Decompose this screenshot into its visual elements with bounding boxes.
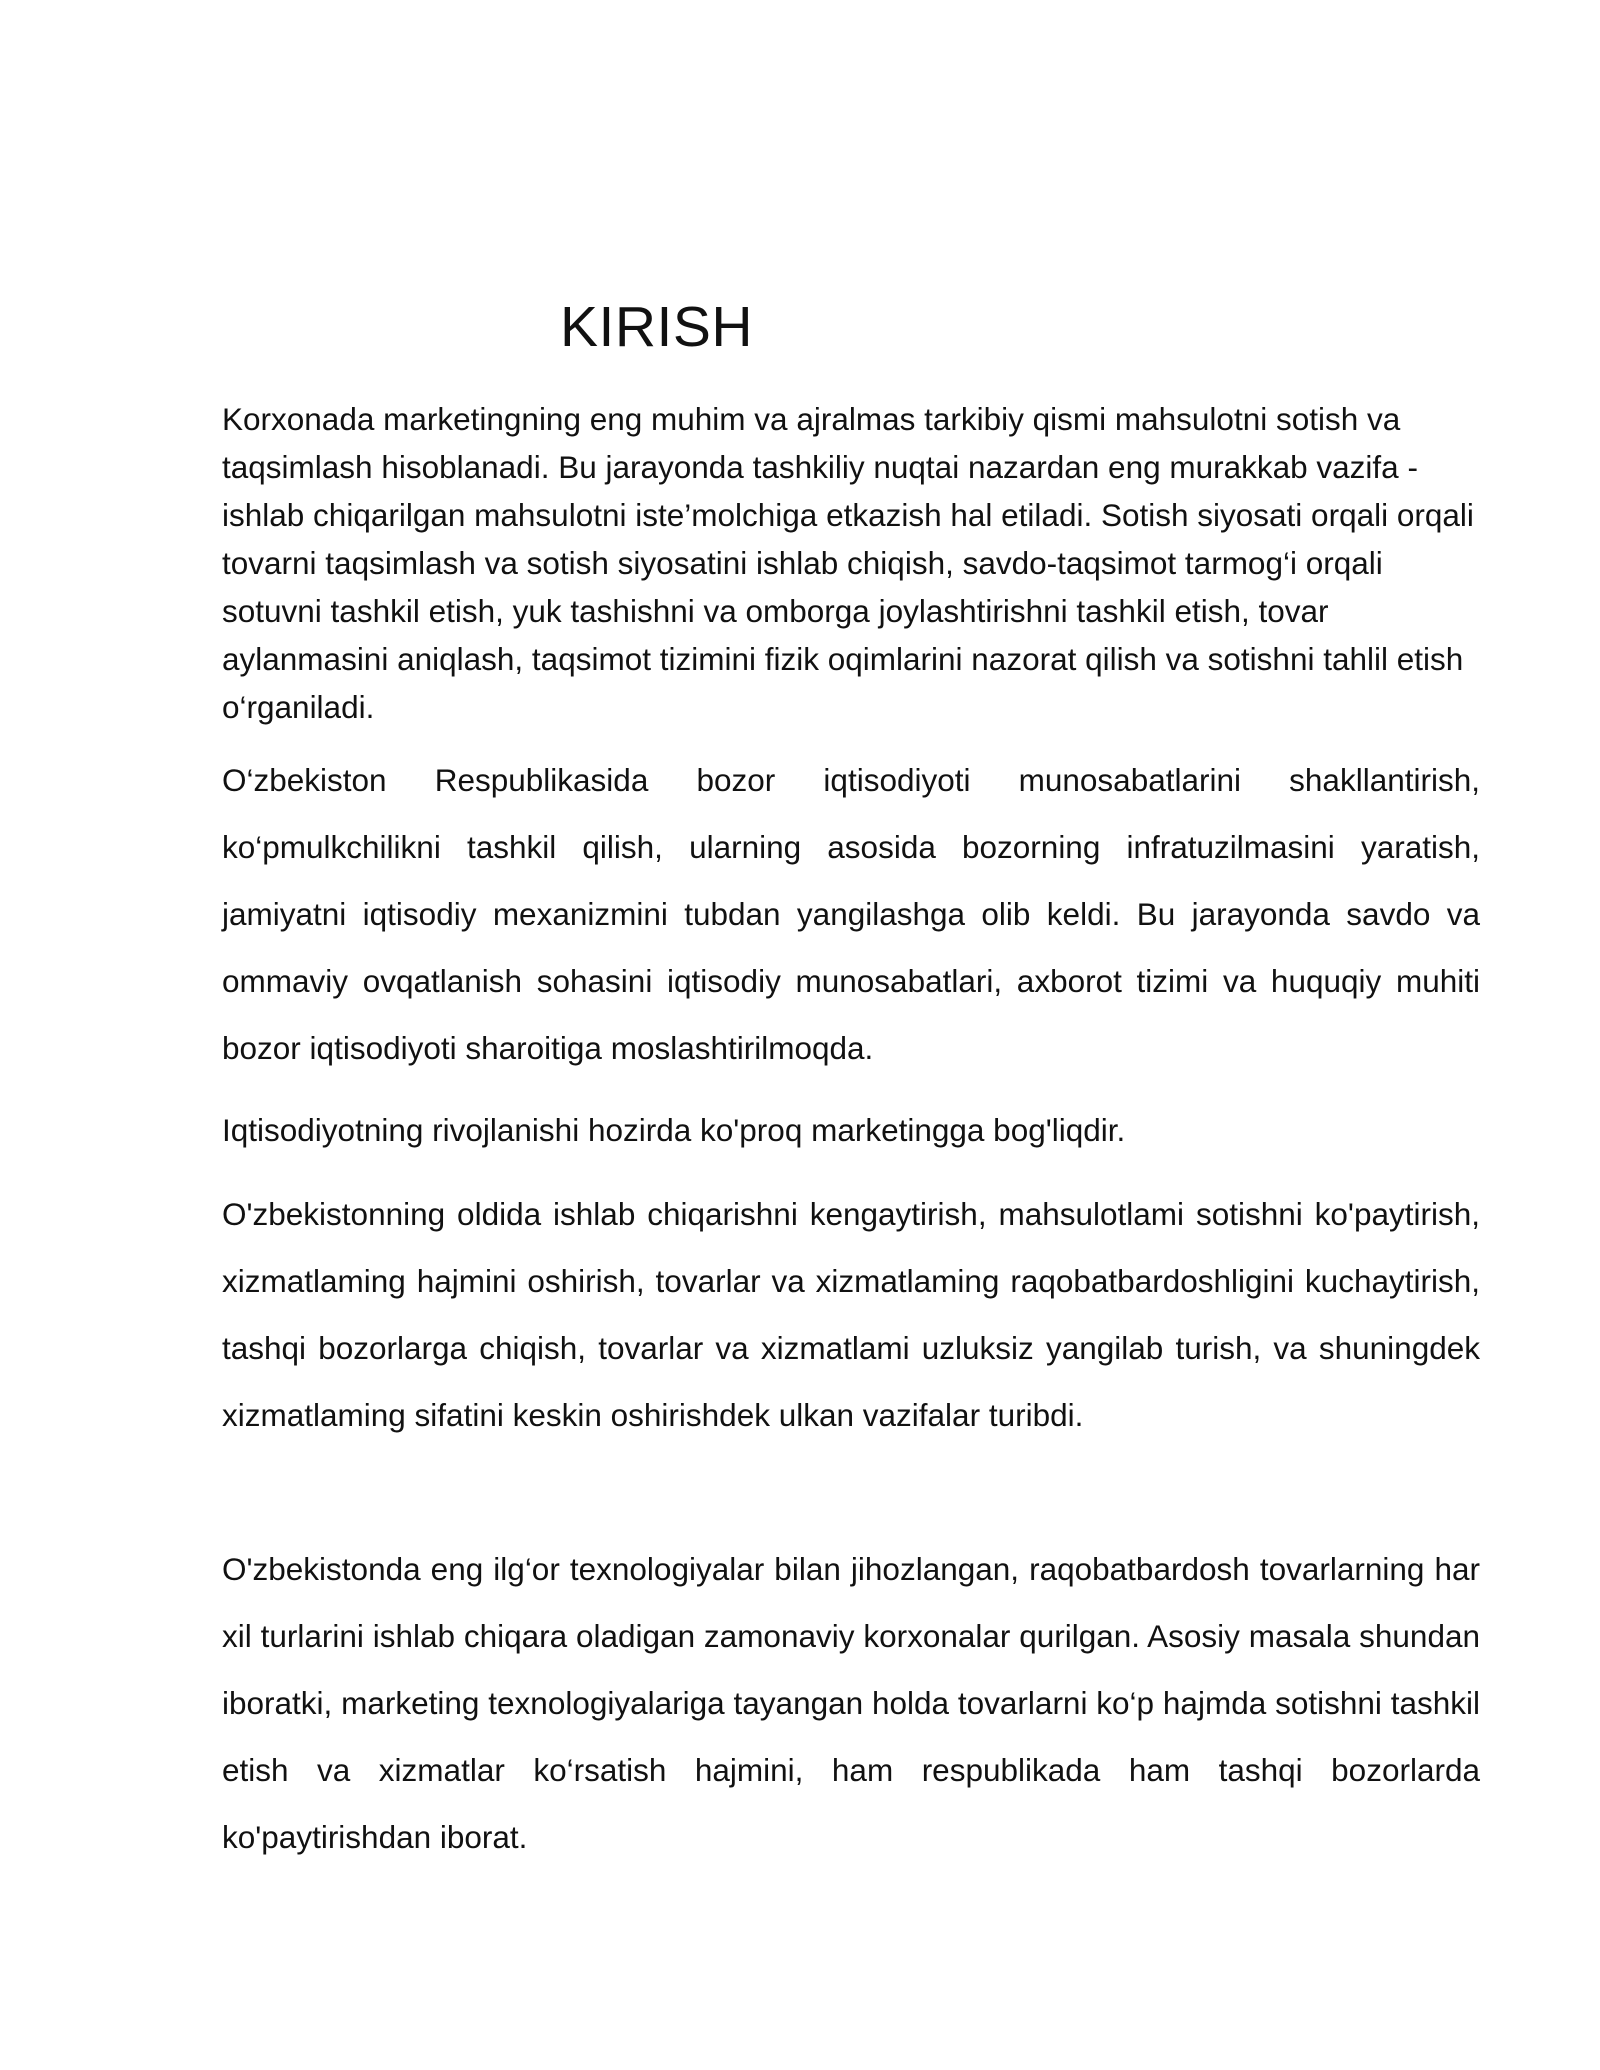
paragraph-5: O'zbekistonda eng ilg‘or texnologiyalar bilan jihozlangan, raqobatbardosh tovarlarning har xil turlarini ishlab chiqara oladigan zamonaviy korxonalar qurilgan. Asosiy masala shundan iboratki, marketing texnologiyalariga tayangan holda tovarlarni ko‘p hajmda sotishni tashkil etish va xizmatlar ko‘rsatish hajmini, ham respublikada ham tashqi bozorlarda ko'paytirishdan iborat. (222, 1551, 1480, 1855)
paragraph-2: O‘zbekiston Respublikasida bozor iqtisodiyoti munosabatlarini shakllantirish, ko‘pmulkchilikni tashkil qilish, ularning asosida bozorning infratuzilmasini yaratish, jamiyatni iqtisodiy mexanizmini tubdan yangilashga olib keldi. Bu jarayonda savdo va ommaviy ovqatlanish sohasini iqtisodiy munosabatlari, axborot tizimi va huquqiy muhiti bozor iqtisodiyoti sharoitiga moslashtirilmoqda. (222, 762, 1480, 1066)
paragraph-1: Korxonada marketingning eng muhim va ajralmas tarkibiy qismi mahsulotni sotish va taqsimlash hisoblanadi. Bu jarayonda tashkiliy nuqtai nazardan eng murakkab vazifa - ishlab chiqarilgan mahsulotni iste’molchiga etkazish hal etiladi. Sotish siyosati orqali orqali tovarni taqsimlash va sotish siyosatini ishlab chiqish, savdo-taqsimot tarmog‘i orqali sotuvni tashkil etish, yuk tashishni va omborga joylashtirishni tashkil etish, tovar aylanmasini aniqlash, taqsimot tizimini fizik oqimlarini nazorat qilish va sotishni tahlil etish o‘rganiladi. (222, 401, 1474, 725)
page-title: KIRISH (560, 295, 754, 359)
paragraph-3: Iqtisodiyotning rivojlanishi hozirda ko'proq marketingga bog'liqdir. (222, 1112, 1126, 1148)
paragraph-4: O'zbekistonning oldida ishlab chiqarishni kengaytirish, mahsulotlami sotishni ko'paytirish, xizmatlaming hajmini oshirish, tovarlar va xizmatlaming raqobatbardoshligini kuchaytirish, tashqi bozorlarga chiqish, tovarlar va xizmatlami uzluksiz yangilab turish, va shuningdek xizmatlaming sifatini keskin oshirishdek ulkan vazifalar turibdi. (222, 1196, 1480, 1433)
